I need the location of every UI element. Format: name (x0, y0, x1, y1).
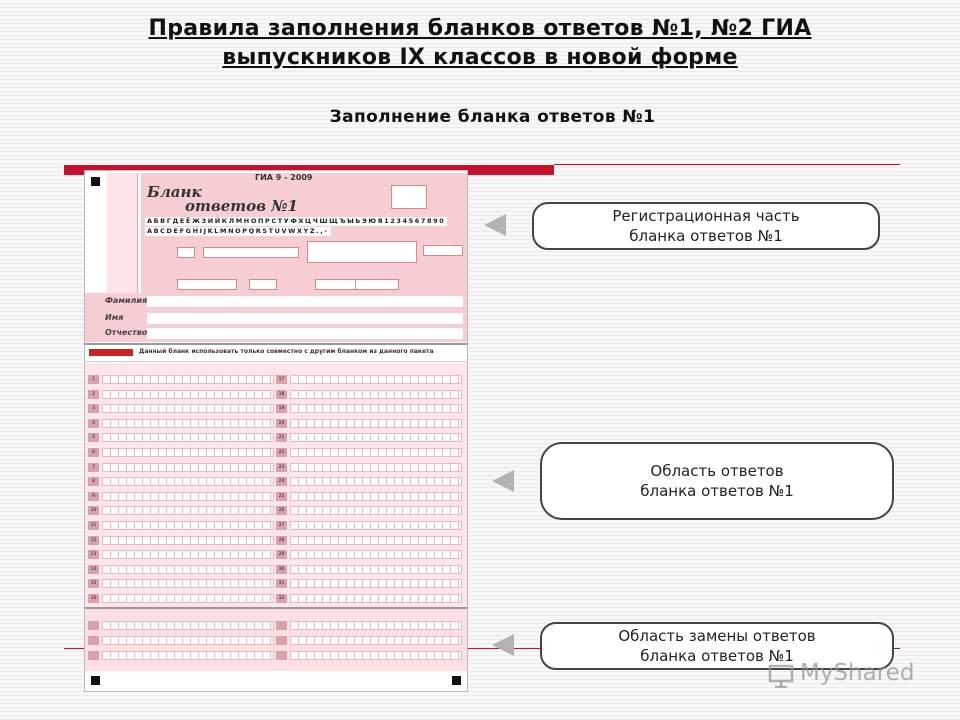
answer-number: 10 (88, 506, 99, 515)
replacement-number (88, 621, 99, 630)
form-title-line-1: Бланк (147, 183, 202, 201)
answer-number: 6 (88, 448, 99, 457)
callout-answers (540, 442, 894, 520)
corner-marker (91, 177, 100, 186)
name-field (147, 313, 463, 324)
answer-cells (102, 433, 274, 442)
answer-cells (102, 492, 274, 501)
patronymic-field (147, 328, 463, 339)
answer-cells (290, 521, 462, 530)
answer-number: 3 (88, 404, 99, 413)
answer-cells (290, 506, 462, 515)
answer-number: 17 (276, 375, 287, 384)
replacement-number (276, 651, 287, 660)
answer-cells (102, 477, 274, 486)
answer-number: 32 (276, 594, 287, 603)
replacement-cells (290, 636, 462, 645)
answer-number: 27 (276, 521, 287, 530)
answer-number: 16 (88, 594, 99, 603)
answer-cells (290, 550, 462, 559)
answer-cells (290, 579, 462, 588)
watermark-text: MyShared (800, 660, 915, 686)
answer-cells (102, 536, 274, 545)
room-number-box (355, 279, 399, 290)
variant-number-box (423, 245, 463, 256)
answer-cells (102, 419, 274, 428)
answer-cells (102, 565, 274, 574)
answer-number: 12 (88, 536, 99, 545)
answer-cells (102, 448, 274, 457)
callout-replacement-line-2: бланка ответов №1 (640, 647, 794, 665)
answer-number: 9 (88, 492, 99, 501)
answer-cells (102, 521, 274, 530)
section-subtitle: Заполнение бланка ответов №1 (329, 107, 656, 127)
answer-number: 23 (276, 463, 287, 472)
answer-number: 15 (88, 579, 99, 588)
school-code-box (177, 279, 237, 290)
answer-cells (290, 404, 462, 413)
callout-answers-line-1: Область ответов (650, 462, 784, 480)
answer-cells (290, 419, 462, 428)
red-footer-line-left (64, 648, 84, 649)
name-label: Имя (105, 313, 124, 322)
replacement-number (276, 621, 287, 630)
arrow-left-icon (484, 214, 506, 236)
patronymic-label: Отчество (105, 328, 148, 337)
surname-row (85, 293, 467, 310)
red-accent-line (554, 164, 900, 165)
answer-number: 4 (88, 419, 99, 428)
answer-number: 14 (88, 565, 99, 574)
replacement-number (88, 636, 99, 645)
class-box (249, 279, 277, 290)
title-line-1: Правила заполнения бланков ответов №1, №2 ГИА (148, 16, 812, 41)
form-title (147, 185, 298, 213)
warning-strip (85, 343, 467, 362)
answer-number: 24 (276, 477, 287, 486)
warning-text: Данный бланк использовать только совместно с другим бланком из данного пакета (139, 348, 434, 355)
callout-replacement-line-1: Область замены ответов (618, 627, 816, 645)
sample-alphabet-latin: ABCDEFGHIJKLMNOPQRSTUVWXYZ.,- (147, 227, 329, 235)
answer-cells (102, 594, 274, 603)
form-year-label: ГИА 9 - 2009 (255, 173, 313, 182)
replacement-cells (102, 636, 274, 645)
answers-area (85, 363, 467, 607)
stamp-box (391, 185, 427, 209)
replacement-cells (290, 651, 462, 660)
replacement-number (88, 651, 99, 660)
region-code-box (177, 247, 195, 258)
answer-cells (290, 594, 462, 603)
answer-cells (102, 375, 274, 384)
answer-cells (290, 433, 462, 442)
answer-number: 25 (276, 492, 287, 501)
replacement-cells (290, 621, 462, 630)
patronymic-row (85, 325, 467, 342)
answer-number: 21 (276, 433, 287, 442)
answer-number: 18 (276, 390, 287, 399)
callout-registration-line-2: бланка ответов №1 (629, 227, 783, 245)
answer-cells (290, 390, 462, 399)
corner-marker (452, 676, 461, 685)
replacement-cells (102, 621, 274, 630)
answer-number: 28 (276, 536, 287, 545)
page-title (0, 14, 960, 72)
answer-number: 20 (276, 419, 287, 428)
answer-number: 5 (88, 433, 99, 442)
surname-label: Фамилия (105, 296, 148, 305)
replacement-cells (102, 651, 274, 660)
callout-answers-line-2: бланка ответов №1 (640, 482, 794, 500)
answer-cells (102, 404, 274, 413)
subject-name-box (203, 247, 299, 258)
answer-number: 1 (88, 375, 99, 384)
answer-cells (290, 565, 462, 574)
answer-number: 29 (276, 550, 287, 559)
answer-cells (102, 550, 274, 559)
answer-number: 30 (276, 565, 287, 574)
title-line-2: выпускников IX классов в новой форме (222, 45, 738, 70)
answer-cells (290, 477, 462, 486)
answer-number: 22 (276, 448, 287, 457)
answer-number: 31 (276, 579, 287, 588)
replacement-number (276, 636, 287, 645)
answer-cells (290, 448, 462, 457)
callout-registration-line-1: Регистрационная часть (612, 207, 800, 225)
callout-registration (532, 202, 880, 250)
answer-number: 13 (88, 550, 99, 559)
answer-number: 2 (88, 390, 99, 399)
presentation-icon (768, 662, 794, 688)
arrow-left-icon (492, 470, 514, 492)
answer-cells (102, 463, 274, 472)
corner-marker (91, 676, 100, 685)
replacement-area (85, 607, 467, 671)
answer-cells (290, 375, 462, 384)
watermark (764, 658, 944, 692)
answer-cells (290, 463, 462, 472)
answer-number: 11 (88, 521, 99, 530)
form-title-line-2: ответов №1 (185, 197, 298, 215)
answer-cells (290, 536, 462, 545)
answer-number: 19 (276, 404, 287, 413)
signature-box (307, 241, 417, 263)
answer-cells (102, 506, 274, 515)
surname-field (147, 296, 463, 307)
answer-cells (102, 579, 274, 588)
answer-number: 26 (276, 506, 287, 515)
answer-sheet-image (84, 170, 468, 692)
answer-cells (290, 492, 462, 501)
answer-cells (102, 390, 274, 399)
answer-number: 7 (88, 463, 99, 472)
arrow-left-icon (492, 634, 514, 656)
answer-number: 8 (88, 477, 99, 486)
warning-tag (89, 349, 133, 356)
sample-alphabet-cyrillic: АБВГДЕЁЖЗИЙКЛМНОПРСТУФХЦЧШЩЪЫЬЭЮЯ1234567890 (147, 217, 446, 225)
